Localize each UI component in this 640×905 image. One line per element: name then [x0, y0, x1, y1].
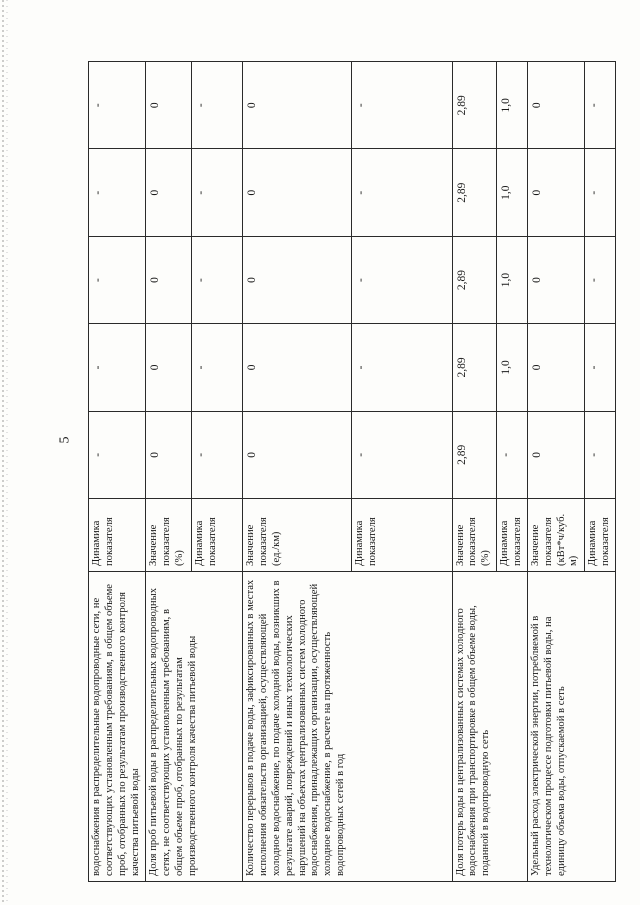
- indicator-description: Удельный расход электрической энергии, потребляемой в технологическом процессе подготовки питьевой воды, на единицу объема воды, отпускаемой в сеть: [527, 572, 615, 882]
- page-number: 5: [57, 436, 73, 444]
- value-cell: -: [351, 324, 452, 411]
- value-cell: 0: [527, 149, 584, 236]
- value-cell: 0: [146, 411, 192, 498]
- indicator-type: Значение показателя (ед./км): [242, 499, 351, 572]
- value-cell: -: [89, 411, 146, 498]
- value-cell: -: [89, 236, 146, 323]
- table-row: [89, 62, 146, 882]
- indicator-type: Динамика показателя: [496, 499, 527, 572]
- indicator-description: Доля проб питьевой воды в распределительных водопроводных сетях, не соответствующих установленным требованиям, в общем объеме проб, отобранных по результатам производственного контроля качества питьевой воды: [146, 572, 243, 882]
- value-cell: -: [192, 62, 242, 149]
- value-cell: -: [351, 149, 452, 236]
- value-cell: 0: [242, 149, 351, 236]
- table-row: [242, 62, 351, 882]
- value-cell: -: [192, 149, 242, 236]
- value-cell: 0: [242, 411, 351, 498]
- value-cell: 1,0: [496, 62, 527, 149]
- value-cell: -: [192, 324, 242, 411]
- value-cell: -: [584, 411, 615, 498]
- value-cell: 0: [527, 324, 584, 411]
- indicator-type: Динамика показателя: [89, 499, 146, 572]
- value-cell: 0: [242, 62, 351, 149]
- value-cell: -: [496, 411, 527, 498]
- table-row: [452, 62, 496, 882]
- indicators-table-body: [89, 62, 616, 882]
- indicator-description: Количество перерывов в подаче воды, зафиксированных в местах исполнения обязательств организацией, осуществляющей холодное водоснабжение, по подаче холодной воды, возникших в результате аварий, повреждений и иных технологических нарушений на объектах централизованных систем холодного водоснабжения, принадлежащих организации, осуществляющей холодное водоснабжение, в расчете на протяженность водопроводных сетей в год: [242, 572, 452, 882]
- value-cell: -: [584, 149, 615, 236]
- value-cell: -: [192, 411, 242, 498]
- indicator-type: Динамика показателя: [351, 499, 452, 572]
- value-cell: 2,89: [452, 62, 496, 149]
- value-cell: 1,0: [496, 149, 527, 236]
- value-cell: 0: [146, 62, 192, 149]
- value-cell: 2,89: [452, 236, 496, 323]
- value-cell: -: [89, 324, 146, 411]
- value-cell: 0: [242, 236, 351, 323]
- indicator-type: Динамика показателя: [192, 499, 242, 572]
- value-cell: 0: [527, 62, 584, 149]
- value-cell: -: [584, 324, 615, 411]
- value-cell: -: [89, 149, 146, 236]
- value-cell: 0: [527, 411, 584, 498]
- indicator-description: Доля потерь воды в централизованных системах холодного водоснабжения при транспортировке в общем объеме воды, поданной в водопроводную сеть: [452, 572, 527, 882]
- value-cell: -: [351, 62, 452, 149]
- indicator-type: Значение показателя (%): [146, 499, 192, 572]
- indicator-type: Значение показателя (%): [452, 499, 496, 572]
- indicators-table: [88, 61, 616, 882]
- value-cell: 2,89: [452, 411, 496, 498]
- value-cell: -: [192, 236, 242, 323]
- value-cell: 0: [242, 324, 351, 411]
- value-cell: 0: [146, 149, 192, 236]
- value-cell: -: [584, 236, 615, 323]
- indicator-type: Значение показателя (кВт*ч/куб. м): [527, 499, 584, 572]
- value-cell: -: [89, 62, 146, 149]
- table-row: [527, 62, 584, 882]
- value-cell: 1,0: [496, 324, 527, 411]
- value-cell: 2,89: [452, 324, 496, 411]
- indicator-description: водоснабжения в распределительные водопроводные сети, не соответствующих установленным требованиям, в общем объеме проб, отобранных по результатам производственного контроля качества питьевой воды: [89, 572, 146, 882]
- value-cell: 0: [146, 236, 192, 323]
- rotated-table-wrapper: [88, 62, 616, 882]
- table-row: [146, 62, 192, 882]
- value-cell: 0: [146, 324, 192, 411]
- indicator-type: Динамика показателя: [584, 499, 615, 572]
- value-cell: -: [351, 236, 452, 323]
- value-cell: -: [584, 62, 615, 149]
- value-cell: 2,89: [452, 149, 496, 236]
- value-cell: 0: [527, 236, 584, 323]
- value-cell: 1,0: [496, 236, 527, 323]
- value-cell: -: [351, 411, 452, 498]
